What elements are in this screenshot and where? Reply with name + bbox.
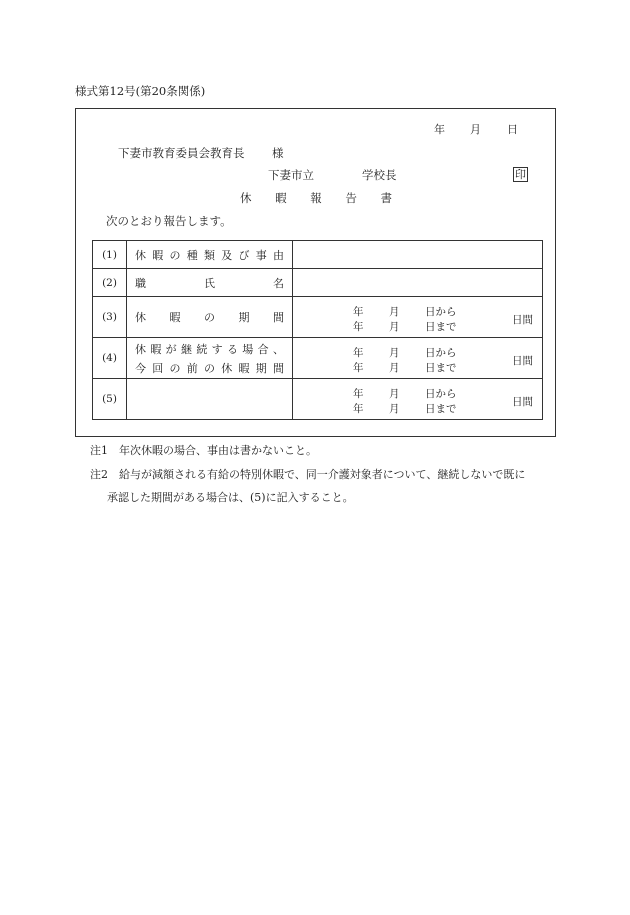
row-number: (1)	[93, 241, 127, 269]
note-2-continued: 承認した期間がある場合は、(5)に記入すること。	[107, 491, 354, 504]
row-label-previous-line1: 休 暇 が 継 続 す る 場 合 、	[135, 342, 284, 356]
name-field[interactable]	[293, 269, 543, 297]
from-year-unit: 年	[353, 306, 364, 318]
table-row	[93, 269, 543, 297]
previous-period-field[interactable]	[293, 338, 543, 379]
row-number: (5)	[93, 379, 127, 420]
row-number: (2)	[93, 269, 127, 297]
intro-text: 次のとおり報告します。	[106, 214, 232, 228]
to-month-unit: 月	[389, 362, 400, 374]
date-day: 日	[507, 123, 518, 136]
seal-mark: 印	[515, 168, 526, 181]
school-prefix: 下妻市立	[268, 168, 314, 182]
form-number: 様式第12号(第20条関係)	[75, 84, 206, 98]
addressee: 下妻市教育委員会教育長	[118, 146, 245, 160]
from-month-unit: 月	[389, 388, 400, 400]
date-year: 年	[434, 123, 445, 136]
note-2: 注2 給与が減額される有給の特別休暇で、同一介護対象者について、継続しないで既に	[90, 468, 526, 481]
row-label-leave-type: 休 暇 の 種 類 及 び 事 由	[135, 248, 284, 262]
from-day-unit: 日から	[425, 306, 457, 318]
days-unit: 日間	[512, 355, 533, 367]
row-number: (4)	[93, 338, 127, 379]
to-month-unit: 月	[389, 321, 400, 333]
to-month-unit: 月	[389, 403, 400, 415]
report-table	[92, 240, 543, 420]
from-month-unit: 月	[389, 347, 400, 359]
table-row	[93, 297, 543, 338]
row-label-previous-line2: 今 回 の 前 の 休 暇 期 間	[135, 361, 284, 375]
row-label-period: 休 暇 の 期 間	[135, 311, 284, 324]
from-month-unit: 月	[389, 306, 400, 318]
document-title: 休 暇 報 告 書	[240, 191, 392, 205]
to-year-unit: 年	[353, 403, 364, 415]
date-month: 月	[470, 123, 481, 136]
row-label-name: 職 氏 名	[135, 276, 284, 290]
leave-type-field[interactable]	[293, 241, 543, 269]
to-day-unit: 日まで	[425, 362, 457, 374]
to-day-unit: 日まで	[425, 321, 457, 333]
row-number: (3)	[93, 297, 127, 338]
period-field[interactable]	[293, 297, 543, 338]
table-row	[93, 379, 543, 420]
principal-title: 学校長	[362, 168, 397, 182]
row-label-blank[interactable]	[127, 379, 293, 420]
table-row	[93, 241, 543, 269]
from-year-unit: 年	[353, 388, 364, 400]
from-year-unit: 年	[353, 347, 364, 359]
days-unit: 日間	[512, 396, 533, 408]
to-day-unit: 日まで	[425, 403, 457, 415]
from-day-unit: 日から	[425, 347, 457, 359]
from-day-unit: 日から	[425, 388, 457, 400]
table-row	[93, 338, 543, 379]
to-year-unit: 年	[353, 362, 364, 374]
to-year-unit: 年	[353, 321, 364, 333]
note-1: 注1 年次休暇の場合、事由は書かないこと。	[90, 444, 317, 457]
approved-period-field[interactable]	[293, 379, 543, 420]
days-unit: 日間	[512, 314, 533, 326]
honorific: 様	[272, 146, 284, 160]
